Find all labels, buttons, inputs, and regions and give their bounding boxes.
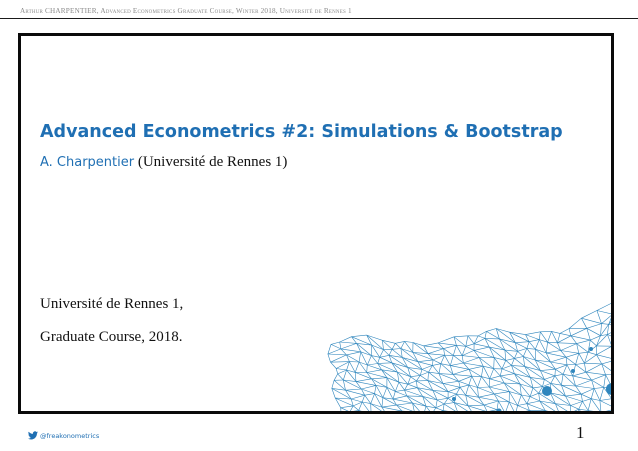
author-affiliation: (Université de Rennes 1) [137,154,288,170]
mesh-illustration [321,271,614,414]
slide-frame [18,33,614,414]
author-line [40,154,287,171]
page-number: 1 [576,423,585,442]
author-name: A. Charpentier [40,155,135,170]
header-rule [0,18,638,19]
twitter-bird-icon [28,431,38,440]
twitter-handle[interactable]: @freakonometrics [40,432,100,440]
institution-line-2: Graduate Course, 2018. [40,329,183,345]
running-header: Arthur CHARPENTIER, Advanced Econometrics Graduate Course, Winter 2018, Université de Rennes 1 [20,7,352,15]
institution-line-1: Université de Rennes 1, [40,296,184,312]
slide-title: Advanced Econometrics #2: Simulations & Bootstrap [40,122,563,142]
